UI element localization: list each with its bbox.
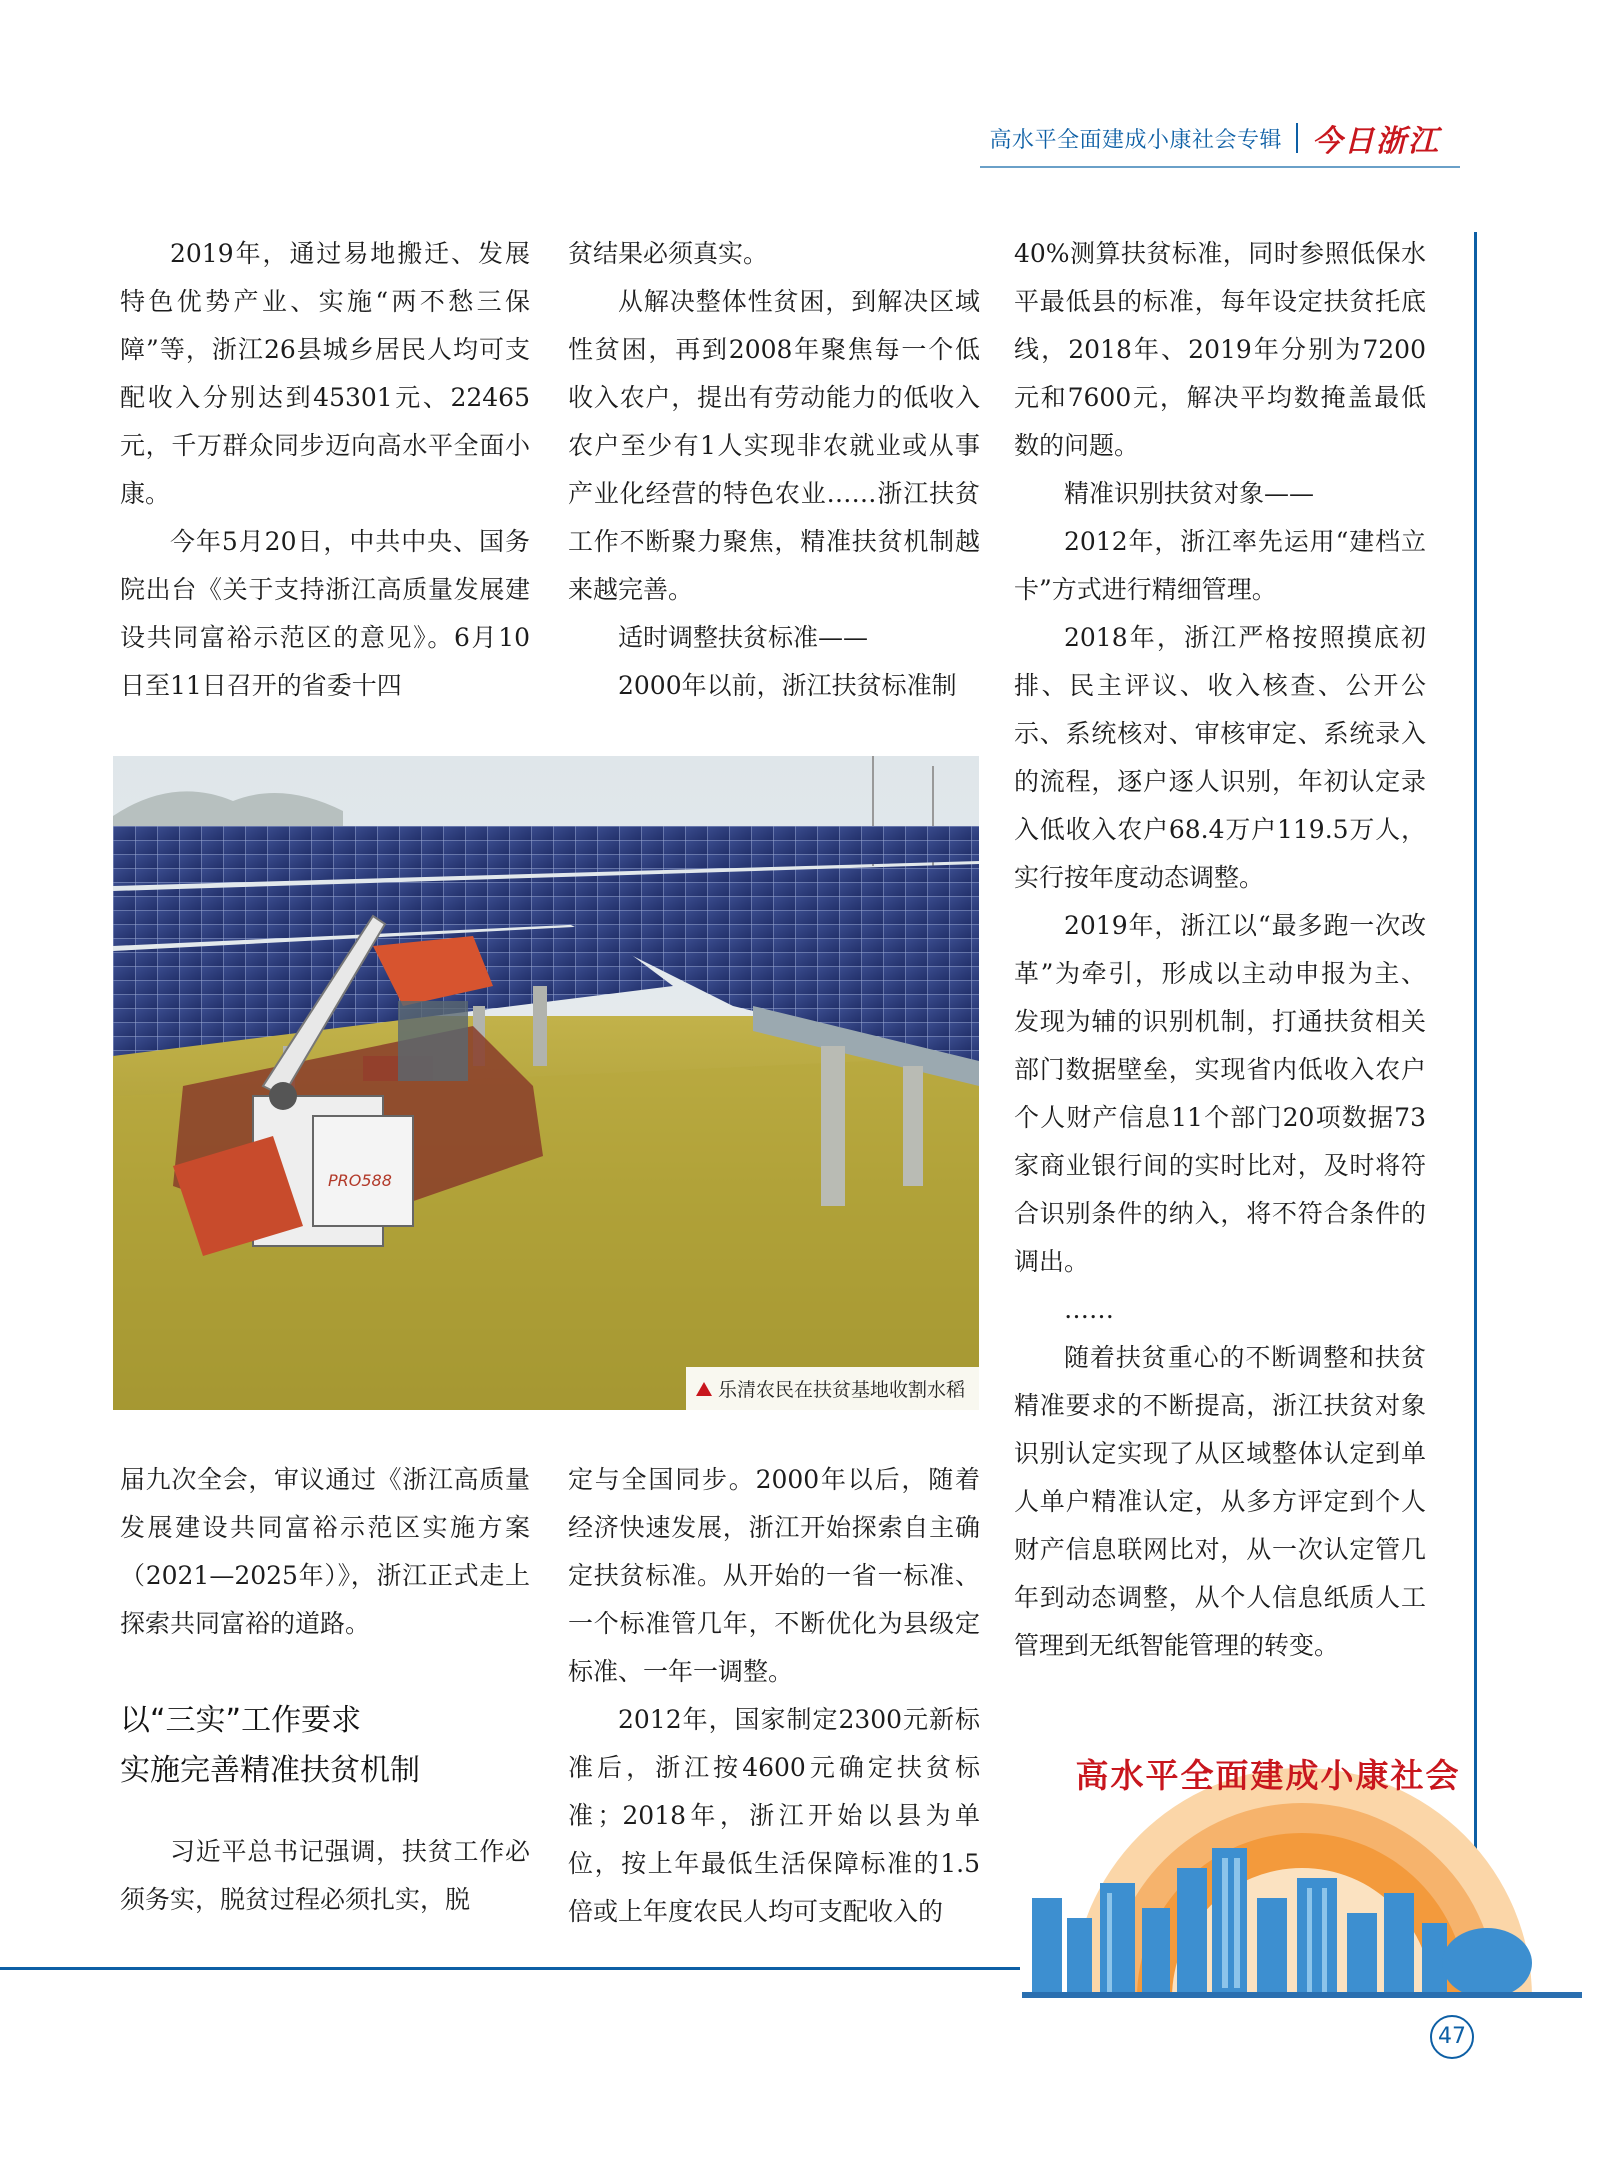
ellipsis: ……: [1064, 1295, 1114, 1324]
magazine-logo: 今日浙江: [1312, 124, 1440, 159]
paragraph: 2000年以前，浙江扶贫标准制: [618, 671, 957, 700]
xiaokang-emblem: [1012, 1698, 1600, 2000]
heading-line-1: 以“三实”工作要求: [120, 1703, 362, 1738]
paragraph: 今年5月20日，中共中央、国务院出台《关于支持浙江高质量发展建设共同富裕示范区的意见》。6月10日至11日召开的省委十四: [120, 527, 530, 700]
harvest-photo: [113, 756, 979, 1410]
paragraph: 2019年，通过易地搬迁、发展特色优势产业、实施“两不愁三保障”等，浙江26县城乡居民人均可支配收入分别达到45301元、22465元，千万群众同步迈向高水平全面小康。: [120, 239, 530, 508]
paragraph: 贫结果必须真实。: [568, 239, 769, 268]
paragraph: 从解决整体性贫困，到解决区域性贫困，再到2008年聚焦每一个低收入农户，提出有劳动能力的低收入农户至少有1人实现非农就业或从事产业化经营的特色农业……浙江扶贫工作不断聚力聚焦，精准扶贫机制越来越完善。: [568, 287, 980, 604]
paragraph: 随着扶贫重心的不断调整和扶贫精准要求的不断提高，浙江扶贫对象识别认定实现了从区域整体认定到单人单户精准认定，从多方评定到个人财产信息联网比对，从一次认定管几年到动态调整，从个人信息纸质人工管理到无纸智能管理的转变。: [1014, 1343, 1426, 1660]
subheading: 适时调整扶贫标准——: [618, 623, 869, 652]
paragraph: 2019年，浙江以“最多跑一次改革”为牵引，形成以主动申报为主、发现为辅的识别机制，打通扶贫相关部门数据壁垒，实现省内低收入农户个人财产信息11个部门20项数据73家商业银行间的实时比对，及时将符合识别条件的纳入，将不符合条件的调出。: [1014, 911, 1426, 1276]
machine-label: PRO588: [328, 1171, 392, 1190]
paragraph: 2012年，浙江率先运用“建档立卡”方式进行精细管理。: [1014, 527, 1426, 604]
bottom-rule: [0, 1967, 1020, 1970]
section-heading: [120, 1696, 540, 1796]
photo-caption: [686, 1367, 979, 1410]
column-1-after-heading: [120, 1828, 530, 1924]
running-header: [989, 118, 1440, 158]
paragraph: 2012年，国家制定2300元新标准后，浙江按4600元确定扶贫标准；2018年，浙江开始以县为单位，按上年最低生活保障标准的1.5倍或上年度农民人均可支配收入的: [568, 1705, 980, 1926]
column-3: [1014, 230, 1426, 1670]
paragraph: 40%测算扶贫标准，同时参照低保水平最低县的标准，每年设定扶贫托底线，2018年、2019年分别为7200元和7600元，解决平均数掩盖最低数的问题。: [1014, 239, 1426, 460]
harvest-illustration: [113, 756, 979, 1410]
column-2-bottom: [568, 1456, 980, 1936]
column-label: 高水平全面建成小康社会专辑: [989, 127, 1282, 153]
paragraph: 定与全国同步。2000年以后，随着经济快速发展，浙江开始探索自主确定扶贫标准。从开始的一省一标准、一个标准管几年，不断优化为县级定标准、一年一调整。: [568, 1465, 980, 1686]
header-rule: [980, 166, 1460, 168]
subheading: 精准识别扶贫对象——: [1064, 479, 1315, 508]
heading-line-2: 实施完善精准扶贫机制: [120, 1753, 420, 1788]
paragraph: 届九次全会，审议通过《浙江高质量发展建设共同富裕示范区实施方案（2021—2025年）》，浙江正式走上探索共同富裕的道路。: [120, 1465, 530, 1638]
emblem-title: 高水平全面建成小康社会: [1075, 1756, 1461, 1795]
caption-text: 乐清农民在扶贫基地收割水稻: [717, 1379, 965, 1401]
page-number: 47: [1430, 2015, 1474, 2059]
column-1-top: [120, 230, 530, 710]
header-separator: [1296, 123, 1298, 153]
column-1-bottom: [120, 1456, 530, 1648]
column-2-top: [568, 230, 980, 710]
caption-triangle-icon: [696, 1382, 712, 1396]
skyline-illustration: [1012, 1698, 1600, 2000]
paragraph: 习近平总书记强调，扶贫工作必须务实，脱贫过程必须扎实，脱: [120, 1837, 530, 1914]
paragraph: 2018年，浙江严格按照摸底初排、民主评议、收入核查、公开公示、系统核对、审核审定、系统录入的流程，逐户逐人识别，年初认定录入低收入农户68.4万户119.5万人，实行按年度动态调整。: [1014, 623, 1426, 892]
